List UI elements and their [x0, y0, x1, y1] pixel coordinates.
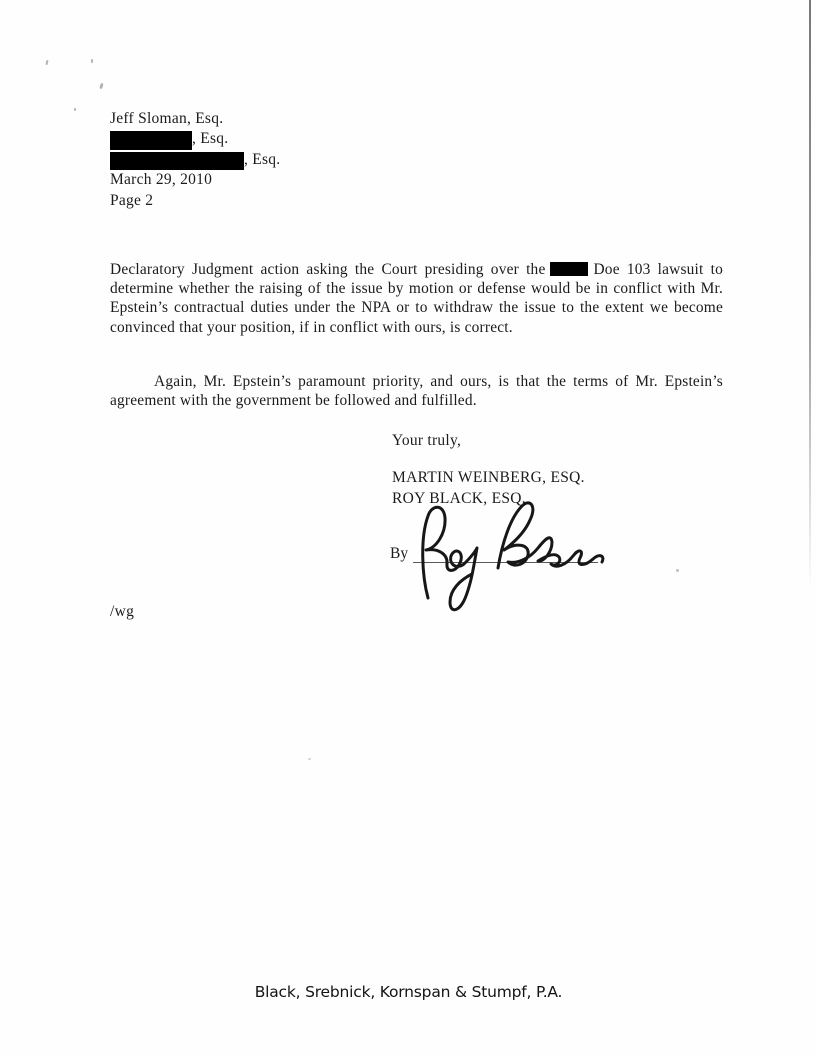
attorney-name-weinberg: MARTIN WEINBERG, ESQ.: [392, 469, 585, 486]
page-number: Page 2: [110, 191, 154, 209]
scan-speck: [45, 60, 48, 65]
body-paragraph-2: Again, Mr. Epstein’s paramount priority, and ours, is that the terms of Mr. Epstein’s agreement with the government be followed and fulfilled.: [110, 373, 723, 410]
by-label: By: [390, 545, 409, 562]
roy-black-signature-icon: [398, 492, 610, 614]
paragraph-text: Declaratory Judgment action asking the Court presiding over the: [110, 261, 546, 278]
redaction-box: [110, 131, 192, 150]
attorney-name-black: ROY BLACK, ESQ.: [392, 490, 526, 507]
scan-speck: [74, 108, 76, 111]
signature-line: [413, 562, 598, 563]
closing-salutation: Your truly,: [392, 432, 462, 449]
body-paragraph-1: [110, 260, 723, 337]
recipient-suffix: , Esq.: [192, 130, 229, 148]
recipient-name: Jeff Sloman, Esq.: [110, 110, 224, 127]
scan-speck: [676, 569, 679, 572]
scan-artifact-vertical-line: [809, 0, 811, 590]
scan-speck: [91, 59, 94, 63]
inline-redaction-box: [550, 262, 588, 276]
paragraph-text: Doe 103 lawsuit to determine whether the raising of the issue by motion or defense would be in conflict with Mr. Epstein’s contractual duties under the NPA or to withdraw the issue to the extent we become convinced that your position, if in conflict with ours, is correct.: [110, 261, 723, 336]
recipient-suffix: , Esq.: [244, 150, 281, 168]
typist-initials: /wg: [110, 603, 135, 620]
scan-speck: [308, 758, 311, 760]
letter-header: [110, 109, 280, 211]
firm-name-footer: Black, Srebnick, Kornspan & Stumpf, P.A.: [254, 983, 563, 1001]
letter-date: March 29, 2010: [110, 171, 213, 189]
recipient-line-redacted: [110, 150, 280, 170]
scan-speck: [99, 83, 104, 90]
redaction-box: [110, 152, 244, 170]
recipient-line-redacted: [110, 129, 280, 149]
